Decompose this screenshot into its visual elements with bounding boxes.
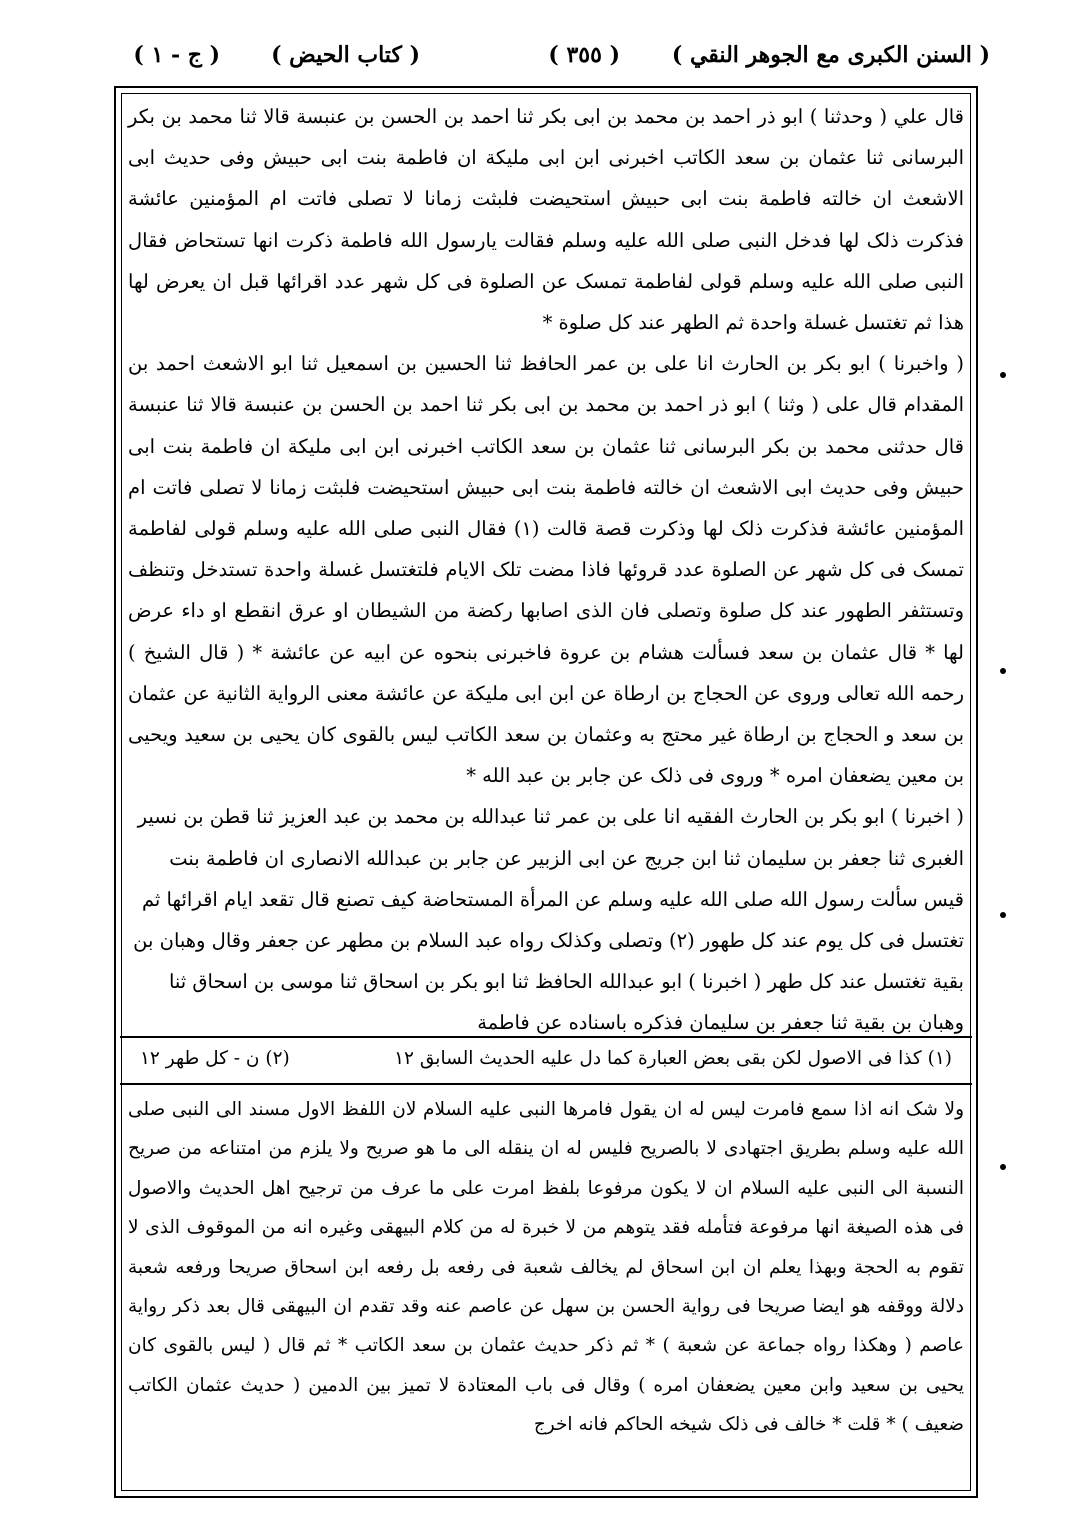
footnote-divider-top [120,1036,972,1038]
commentary-text [128,1090,964,1445]
page-number: ( ٣٥٥ ) [548,42,620,68]
paragraph-3: ( اخبرنا ) ابو بکر بن الحارث الفقیه انا علی بن عمر ثنا عبدالله بن محمد بن عبد العزیز ثنا قطن بن نسیر الغبری ثنا جعفر بن سلیمان ثنا ابن جریج عن ابی الزبیر عن جابر بن عبدالله الانصاری ان فاطمة بنت قیس سألت رسول الله صلی الله علیه وسلم عن المرأة المستحاضة کیف تصنع قال تقعد ایام اقرائها ثم تغتسل فی کل یوم عند کل طهور (٢) وتصلی وکذلک رواه عبد السلام بن مطهر عن جعفر وقال وهبان بن بقیة تغتسل عند کل طهر ( اخبرنا ) ابو عبدالله الحافظ ثنا ابو بکر بن اسحاق ثنا موسی بن اسحاق ثنا وهبان بن بقیة ثنا جعفر بن سلیمان فذکره باسناده عن فاطمة [133,805,964,1035]
margin-dot [1000,1164,1006,1170]
margin-dot [1000,912,1006,918]
chapter-title: ( كتاب الحيض ) [271,42,420,68]
paragraph-2: ( واخبرنا ) ابو بکر بن الحارث انا علی بن عمر الحافظ ثنا الحسین بن اسمعیل ثنا ابو الاشعث احمد بن المقدام قال علی ( وثنا ) ابو ذر احمد بن محمد بن ابی بکر ثنا احمد بن الحسن بن عنبسة قالا ثنا عنبسة قال حدثنی محمد بن بکر البرسانی ثنا عثمان بن سعد الکاتب اخبرنی ابن ابی ملیکة ان فاطمة بنت ابی حبیش وفی حدیث ابی الاشعث ان خالته فاطمة بنت ابی حبیش استحیضت فلبثت زمانا لا تصلی فاتت ام المؤمنین عائشة فذکرت ذلک لها وذکرت قصة قالت (١) فقال النبی صلی الله علیه وسلم قولی لفاطمة تمسک فی کل شهر عن الصلوة عدد قروئها فاذا مضت تلک الایام فلتغتسل غسلة واحدة تستدخل وتنظف وتستثفر الطهور عند کل صلوة وتصلی فان الذی اصابها رکضة من الشیطان او عرق انقطع او داء عرض لها * قال عثمان بن سعد فسألت هشام بن عروة فاخبرنی بنحوه عن ابیه عن عائشة * ( قال الشیخ ) رحمه الله تعالی وروی عن الحجاج بن ارطاة عن ابن ابی ملیکة عن عائشة معنی الروایة الثانیة عن عثمان بن سعد و الحجاج بن ارطاة غیر محتج به وعثمان بن سعد الکاتب لیس بالقوی کان یحیی بن سعید ویحیی بن معین یضعفان امره * وروی فی ذلک عن جابر بن عبد الله * [128,352,964,788]
margin-dot [1000,372,1006,378]
footnote-divider-bottom [120,1083,972,1085]
commentary-paragraph: ولا شک انه اذا سمع فامرت لیس له ان یقول فامرها النبی علیه السلام لان اللفظ الاول مسند الی النبی صلی الله علیه وسلم بطریق اجتهادی لا بالصریح فلیس له ان ینقله الی ما هو صریح ولا یلزم من امتناعه من صریح النسبة الی النبی علیه السلام ان لا یکون مرفوعا بلفظ امرت علی ما عرف من ترجیح اهل الحدیث والاصول فی هذه الصیغة انها مرفوعة فتأمله فقد یتوهم من لا خبرة له من کلام البیهقی وغیره انه من الموقوف الذی لا تقوم به الحجة وبهذا یعلم ان ابن اسحاق لم یخالف شعبة فی رفعه بل رفعه ابن اسحاق صریحا ورفعه شعبة دلالة ووقفه هو ایضا صریحا فی روایة الحسن بن سهل عن عاصم عنه وقد تقدم ان البیهقی قال بعد ذکر روایة عاصم ( وهکذا رواه جماعة عن شعبة ) * ثم ذکر حدیث عثمان بن سعد الکاتب * ثم قال ( لیس بالقوی کان یحیی بن سعید وابن معین یضعفان امره ) وقال فی باب المعتادة لا تمیز بین الدمین ( حدیث عثمان الکاتب ضعیف ) * قلت * خالف فی ذلک شیخه الحاکم فانه اخرج [128,1099,964,1436]
main-text [128,96,964,1044]
footnotes [140,1042,952,1078]
footnote-2: (٢) ن - کل طهر ١٢ [140,1048,290,1069]
footnote-1: (١) کذا فی الاصول لکن بقی بعض العبارة کما دل علیه الحدیث السابق ١٢ [394,1048,952,1069]
page-header [110,32,990,84]
volume-number: ( ج - ١ ) [133,42,220,68]
paragraph-1: قال علي ( وحدثنا ) ابو ذر احمد بن محمد بن ابی بکر ثنا احمد بن الحسن بن عنبسة قالا ثنا محمد بن بکر البرسانی ثنا عثمان بن سعد الکاتب اخبرنی ابن ابی ملیکة ان فاطمة بنت ابی حبیش وفی حدیث ابی الاشعث ان خالته فاطمة بنت ابی حبیش استحیضت فلبثت زمانا لا تصلی فاتت ام المؤمنین عائشة فذکرت ذلک لها فدخل النبی صلی الله علیه وسلم فقالت یارسول الله فاطمة ذکرت انها تستحاض فقال النبی صلی الله علیه وسلم قولی لفاطمة تمسک عن الصلوة فی کل شهر عدد اقرائها قبل ان یعرض لها هذا ثم تغتسل غسلة واحدة ثم الطهر عند کل صلوة * [128,105,964,335]
book-title: ( السنن الكبرى مع الجوهر النقي ) [671,42,990,68]
margin-dot [1000,668,1006,674]
